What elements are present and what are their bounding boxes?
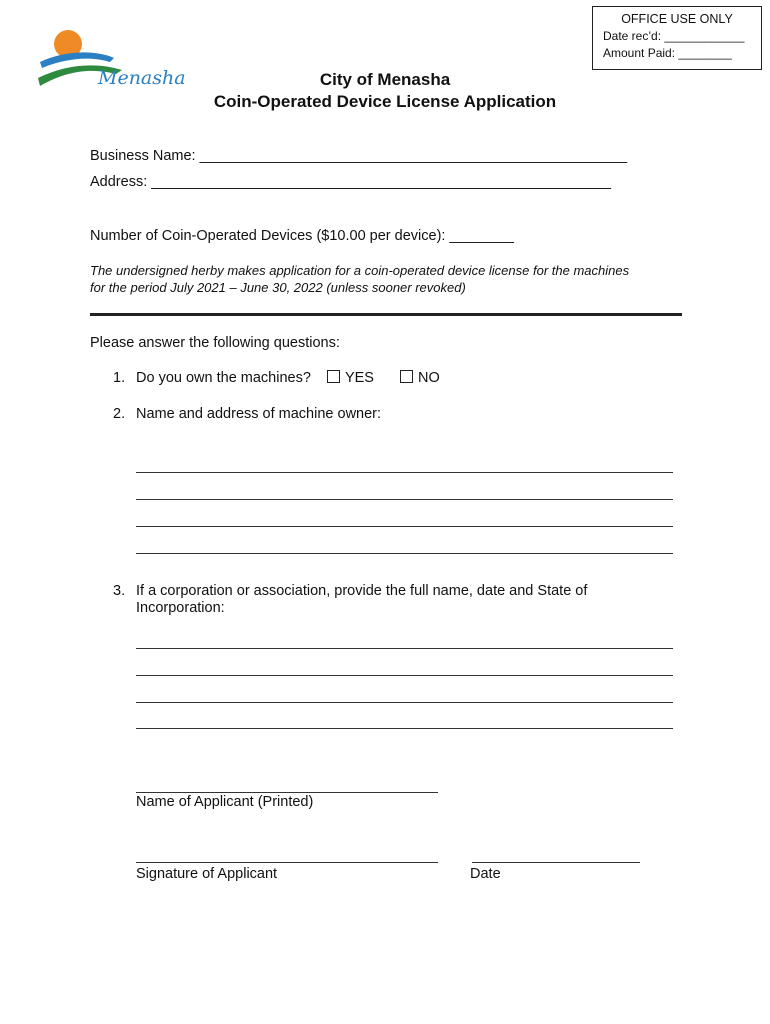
no-checkbox[interactable] (400, 370, 413, 383)
incorporation-answer-line[interactable] (136, 648, 673, 649)
questions-intro: Please answer the following questions: (90, 335, 340, 351)
signature-label: Signature of Applicant (136, 866, 278, 882)
incorporation-answer-line[interactable] (136, 675, 673, 676)
question-1-number: 1. (113, 370, 126, 386)
owner-answer-line[interactable] (136, 499, 673, 500)
date-line[interactable] (472, 862, 640, 863)
question-3-line-1: If a corporation or association, provide the full name, date and State of (136, 583, 588, 599)
logo-wordmark: Menasha (98, 67, 186, 89)
date-label: Date (470, 866, 501, 882)
address-field[interactable]: Address: _________________________________________________________ (90, 174, 611, 190)
water-wave-icon (40, 52, 114, 68)
printed-name-line[interactable] (136, 792, 438, 793)
statement-line-1: The undersigned herby makes application for a coin-operated device license for the machines (90, 263, 630, 278)
device-count-field[interactable]: Number of Coin-Operated Devices ($10.00 per device): ________ (90, 228, 514, 244)
question-2-number: 2. (113, 406, 126, 422)
office-use-title: OFFICE USE ONLY (621, 12, 733, 26)
incorporation-answer-line[interactable] (136, 728, 673, 729)
incorporation-answer-line[interactable] (136, 702, 673, 703)
question-2-text: Name and address of machine owner: (136, 406, 382, 422)
date-received-field: Date rec’d: ____________ (603, 29, 745, 43)
question-1 (136, 370, 440, 386)
question-3-line-2: Incorporation: (136, 600, 225, 616)
office-use-box (592, 6, 762, 70)
business-name-field[interactable]: Business Name: _____________________________________________________ (90, 148, 628, 164)
question-3-number: 3. (113, 583, 126, 599)
yes-label: YES (344, 370, 374, 386)
amount-paid-field: Amount Paid: ________ (603, 46, 732, 60)
yes-checkbox[interactable] (327, 370, 340, 383)
city-name: City of Menasha (319, 70, 451, 89)
no-label: NO (418, 370, 440, 386)
question-1-text: Do you own the machines? (136, 370, 311, 386)
statement-line-2: for the period July 2021 – June 30, 2022 (unless sooner revoked) (90, 280, 466, 295)
owner-answer-line[interactable] (136, 553, 673, 554)
section-divider (90, 313, 682, 316)
printed-name-label: Name of Applicant (Printed) (136, 794, 314, 810)
owner-answer-line[interactable] (136, 526, 673, 527)
form-title: Coin-Operated Device License Application (213, 92, 557, 111)
owner-answer-line[interactable] (136, 472, 673, 473)
signature-line[interactable] (136, 862, 438, 863)
